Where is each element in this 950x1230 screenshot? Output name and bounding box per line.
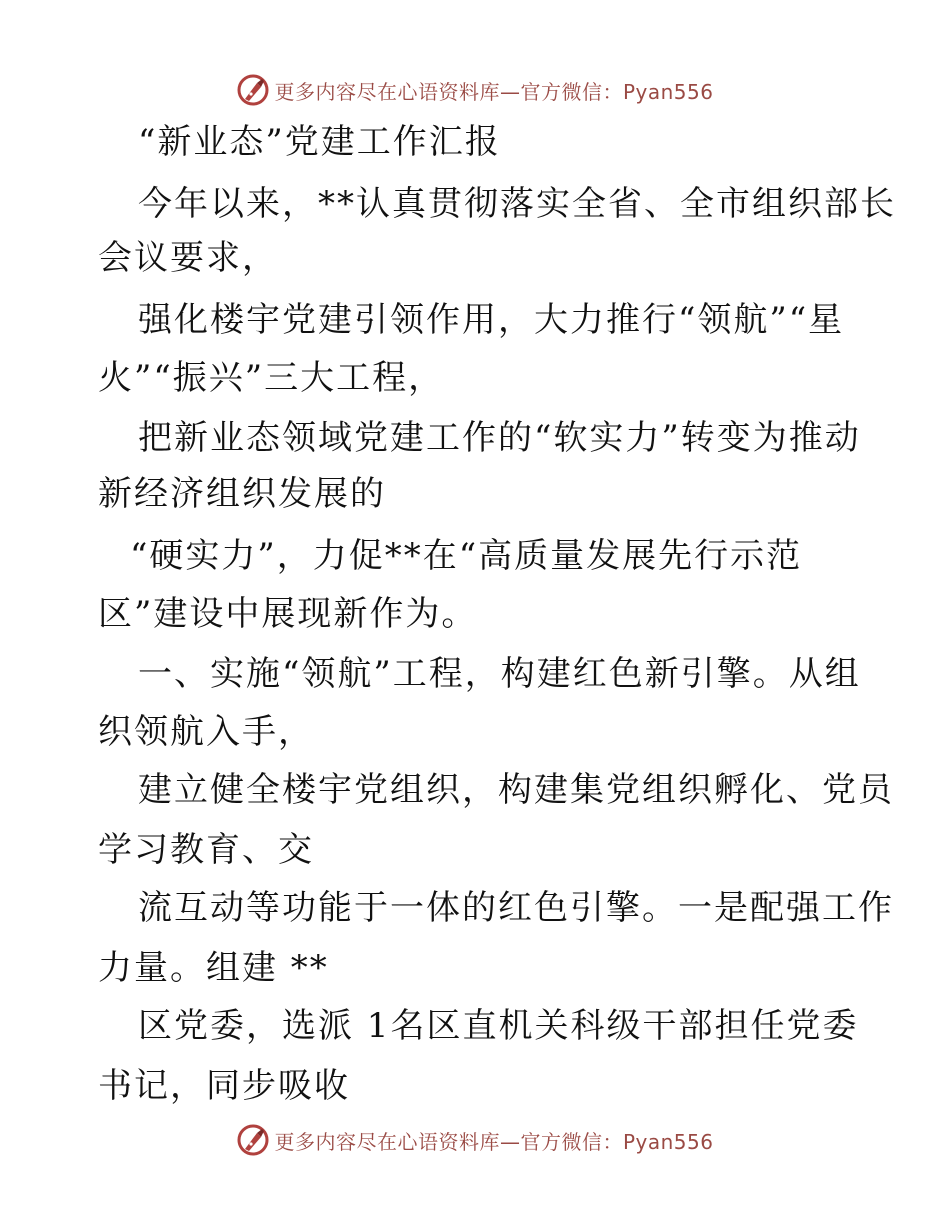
watermark-text: 更多内容尽在心语资料库—官方微信：Pyan556 (274, 1129, 714, 1154)
paragraph-line: 学习教育、交 (98, 830, 314, 870)
paragraph-line: 强化楼宇党建引领作用，大力推行“领航”“星 (138, 300, 845, 340)
paragraph-line: 力量。组建 ** (98, 948, 329, 988)
paragraph-line: 会议要求， (98, 238, 278, 278)
paragraph-line: 书记，同步吸收 (98, 1066, 350, 1106)
paragraph-line: 建立健全楼宇党组织，构建集党组织孵化、党员 (138, 770, 894, 810)
pen-nib-logo-icon (236, 73, 270, 107)
watermark-footer (0, 1120, 950, 1160)
document-title: “新业态”党建工作汇报 (138, 122, 501, 162)
paragraph-line: 流互动等功能于一体的红色引擎。一是配强工作 (138, 888, 894, 928)
paragraph-line: 织领航入手， (98, 712, 314, 752)
paragraph-line: 火”“振兴”三大工程， (98, 358, 445, 398)
paragraph-line: 区”建设中展现新作为。 (98, 594, 478, 634)
paragraph-line: “硬实力”，力促**在“高质量发展先行示范 (130, 536, 803, 576)
paragraph-line: 新经济组织发展的 (98, 474, 386, 514)
watermark-text: 更多内容尽在心语资料库—官方微信：Pyan556 (274, 79, 714, 104)
paragraph-line: 区党委，选派 1名区直机关科级干部担任党委 (138, 1006, 859, 1046)
paragraph-line: 把新业态领域党建工作的“软实力”转变为推动 (138, 418, 861, 458)
paragraph-line: 一、实施“领航”工程，构建红色新引擎。从组 (138, 654, 861, 694)
paragraph-line: 今年以来，**认真贯彻落实全省、全市组织部长 (138, 184, 896, 224)
pen-nib-logo-icon (236, 1123, 270, 1157)
watermark-header (0, 70, 950, 110)
